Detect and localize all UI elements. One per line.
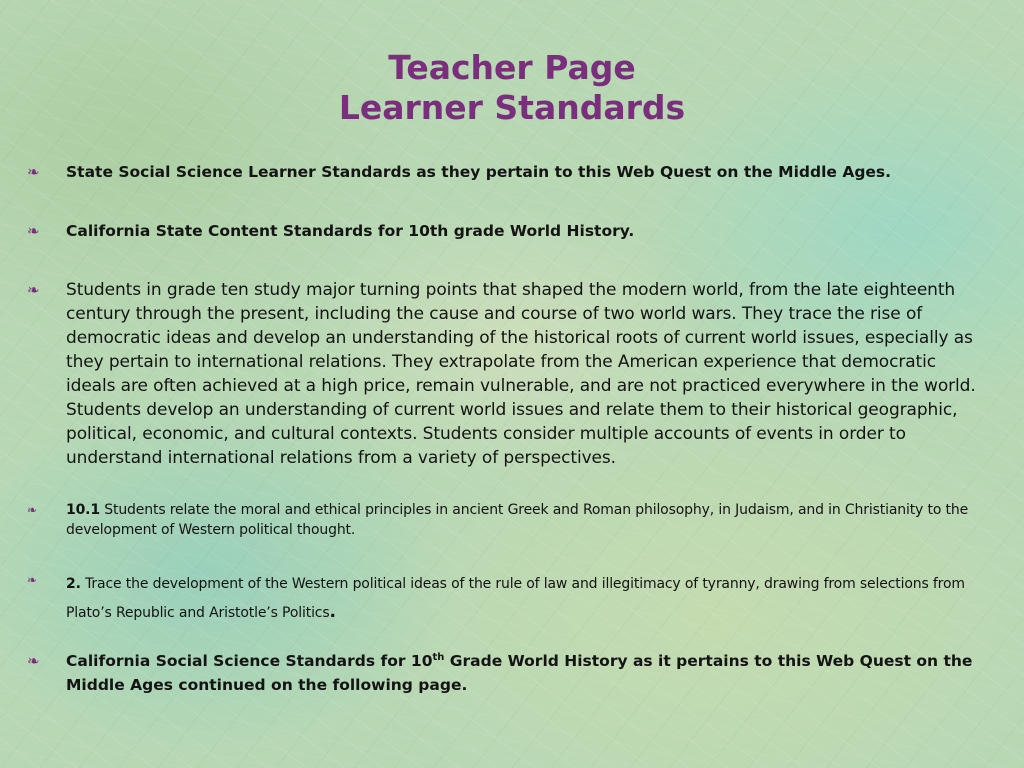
continued-post: Grade World History as it pertains to this Web Quest on the Middle Ages continued on the following page. [66,652,973,694]
bullet-text [66,500,982,540]
continued-pre: California Social Science Standards for 10 [66,652,433,670]
list-item [27,500,982,540]
standard-end: . [329,602,336,622]
bullet-text: California State Content Standards for 10th grade World History. [66,222,635,240]
standard-number: 10.1 [66,502,100,518]
list-item [27,219,982,243]
leaf-bullet-icon: ❧ [27,281,40,299]
title-line-2: Learner Standards [338,88,686,127]
list-item [27,278,982,470]
bullet-text [66,649,982,697]
leaf-bullet-icon: ❧ [27,163,40,181]
slide-title [0,48,1024,128]
list-item [27,649,982,697]
title-line-1: Teacher Page [388,48,636,87]
list-item [27,570,982,627]
bullet-text: State Social Science Learner Standards as they pertain to this Web Quest on the Middle Ages. [66,163,892,181]
leaf-bullet-icon: ❧ [27,573,38,587]
standard-text: Trace the development of the Western political ideas of the rule of law and illegitimacy of tyranny, drawing from selections from Plato’s Republic and Aristotle’s Politics [66,576,965,621]
continued-sup: th [432,651,445,663]
leaf-bullet-icon: ❧ [27,503,38,517]
bullet-text [66,570,982,627]
leaf-bullet-icon: ❧ [27,652,40,670]
standard-number: 2. [66,576,81,592]
bullet-list [27,160,982,697]
leaf-bullet-icon: ❧ [27,222,40,240]
list-item [27,160,982,184]
standard-text: Students relate the moral and ethical principles in ancient Greek and Roman philosophy, in Judaism, and in Christianity to the development of Western political thought. [66,502,969,538]
bullet-text: Students in grade ten study major turning points that shaped the modern world, from the late eighteenth century through the present, including the cause and course of two world wars. They trace the rise of democratic ideas and develop an understanding of the historical roots of current world issues, especially as they pertain to international relations. They extrapolate from the American experience that democratic ideals are often achieved at a high price, remain vulnerable, and are not practiced everywhere in the world. Students develop an understanding of current world issues and relate them to their historical geographic, political, economic, and cultural contexts. Students consider multiple accounts of events in order to understand international relations from a variety of perspectives. [66,280,976,468]
